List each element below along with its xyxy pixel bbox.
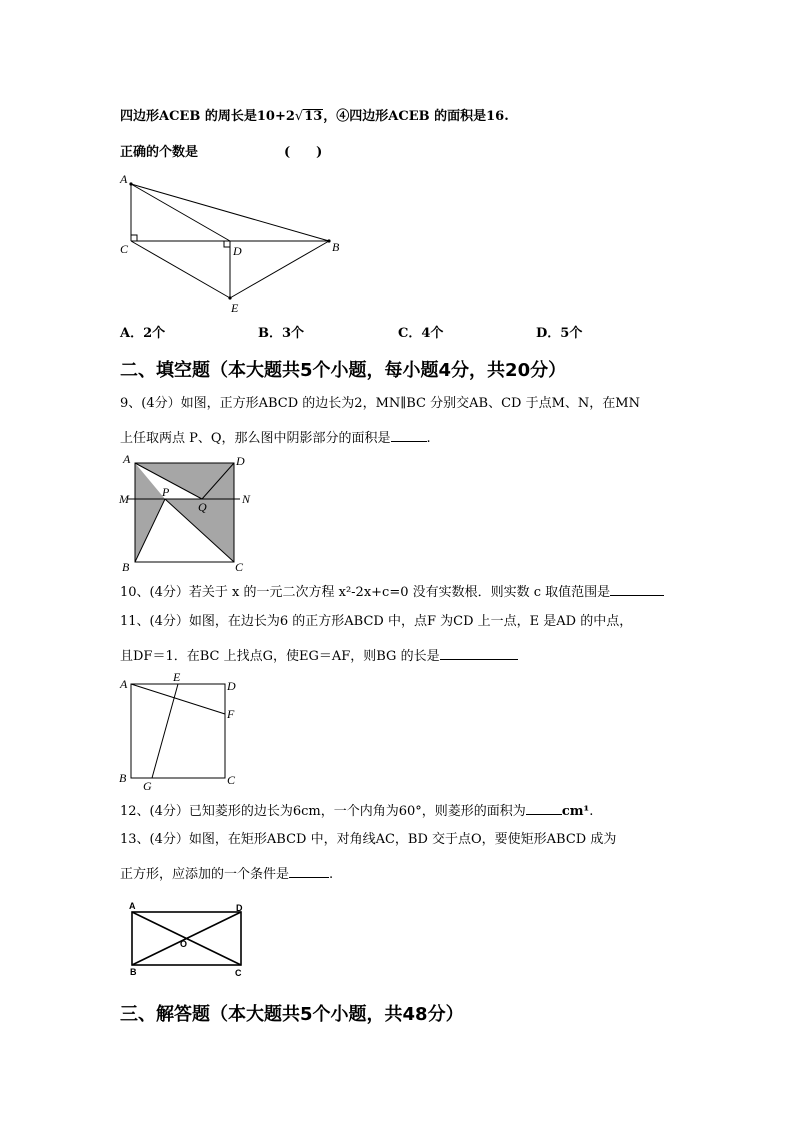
label-a: A [123, 452, 131, 466]
label-c: C [227, 773, 236, 787]
shade-left [135, 463, 165, 562]
label-c: C [120, 242, 129, 256]
q12-unit: cm¹ [561, 804, 590, 819]
q12-answer-blank[interactable] [526, 800, 562, 815]
section-2-heading: 二、填空题（本大题共5个小题，每小题4分，共20分） [120, 360, 567, 381]
segment-af [131, 684, 225, 714]
q11-figure [116, 670, 251, 790]
label-q: Q [198, 500, 207, 514]
label-f: F [227, 707, 235, 721]
label-d: D [227, 679, 236, 693]
square-abcd [131, 684, 225, 778]
label-d: D [236, 903, 243, 913]
q13-figure [122, 898, 262, 983]
label-b: B [130, 967, 137, 977]
q9-line2-text: 上任取两点 P、Q，那么图中阴影部分的面积是 [120, 431, 391, 446]
q9-answer-blank[interactable] [391, 427, 427, 442]
q8-paren: ( ) [284, 145, 323, 160]
q8-line1-pre: 四边形ACEB 的周长是10+2 [120, 109, 295, 124]
segment-ce [131, 241, 230, 298]
label-g: G [143, 779, 152, 790]
q9-line1: 9、(4分）如图，正方形ABCD 的边长为2，MN∥BC 分别交AB、CD 于点M、N，在MN [120, 396, 640, 411]
segment-eb [230, 241, 329, 298]
q13-answer-blank[interactable] [289, 863, 329, 878]
label-c: C [235, 968, 242, 978]
segment-ab [131, 184, 329, 241]
q13-line2 [120, 863, 333, 884]
label-n: N [242, 492, 251, 506]
q8-figure [114, 170, 354, 315]
label-d: D [233, 244, 242, 258]
q13-line1: 13、(4分）如图，在矩形ABCD 中，对角线AC，BD 交于点O，要使矩形ABCD 成为 [120, 832, 617, 847]
label-a: A [120, 677, 128, 691]
q8-option-a: A．2个 [120, 326, 166, 341]
q8-option-b: B．3个 [258, 326, 305, 341]
q9-figure [116, 452, 256, 574]
q10-line1 [120, 581, 664, 602]
q11-line2-text: 且DF＝1．在BC 上找点G，使EG＝AF，则BG 的长是 [120, 649, 440, 664]
q9-line2-end: . [426, 431, 431, 446]
label-a: A [129, 901, 136, 911]
q11-line1: 11、(4分）如图，在边长为6 的正方形ABCD 中，点F 为CD 上一点，E 是AD 的中点， [120, 614, 633, 629]
q10-answer-blank[interactable] [610, 581, 664, 596]
label-e: E [173, 670, 181, 684]
label-b: B [332, 240, 340, 254]
q13-line2-end: . [329, 867, 334, 882]
label-o: O [180, 939, 188, 949]
label-b: B [122, 560, 130, 574]
label-c: C [235, 560, 244, 574]
q12-text: 12、(4分）已知菱形的边长为6cm，一个内角为60°，则菱形的面积为 [120, 804, 526, 819]
q12-line1 [120, 800, 593, 821]
q12-end: . [589, 804, 594, 819]
label-p: P [162, 485, 170, 499]
q8-sqrt-value: 13 [304, 109, 323, 124]
right-angle-d [224, 241, 230, 247]
q11-answer-blank[interactable] [440, 645, 518, 660]
label-a: A [120, 172, 128, 186]
label-m: M [119, 492, 129, 506]
right-angle-c [131, 235, 137, 241]
q11-line2 [120, 645, 518, 666]
q10-text: 10、(4分）若关于 x 的一元二次方程 x²-2x+c=0 没有实数根．则实数 c 取值范围是 [120, 585, 611, 600]
label-e: E [231, 301, 239, 315]
q8-line1: 四边形ACEB 的周长是10+2√13，④四边形ACEB 的面积是16. [120, 109, 509, 124]
q8-line1-post: ，④四边形ACEB 的面积是16. [323, 109, 509, 124]
q13-line2-text: 正方形，应添加的一个条件是 [120, 867, 290, 882]
q8-option-c: C．4个 [398, 326, 444, 341]
label-d: D [236, 454, 245, 468]
label-b: B [119, 771, 127, 785]
section-3-heading: 三、解答题（本大题共5个小题，共48分） [120, 1004, 464, 1025]
q8-option-d: D．5个 [536, 326, 583, 341]
q9-line2 [120, 427, 431, 448]
q8-line2: 正确的个数是 [120, 145, 199, 160]
segment-ad [131, 184, 230, 241]
segment-eg [152, 684, 178, 778]
